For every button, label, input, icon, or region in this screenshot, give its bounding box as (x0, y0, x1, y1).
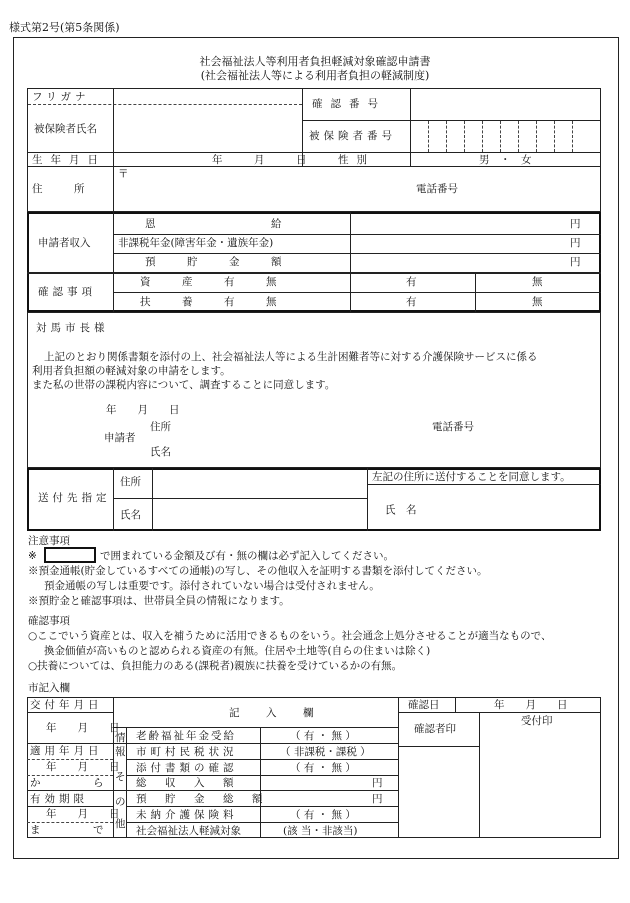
confirm-no-field[interactable] (411, 89, 600, 119)
delivery-sign-field[interactable] (430, 488, 598, 528)
insured-name-field[interactable] (114, 106, 301, 151)
item-label: 添付書類の確認 (136, 762, 238, 774)
delivery-section-label: 送付先指定 (38, 492, 111, 504)
note-line: ○扶養については、負担能力のある(課税者)親族に扶養を受けているかの有無。 (28, 660, 403, 672)
item-value[interactable]: 円 (372, 777, 383, 789)
declaration-phone-label: 電話番号 (432, 421, 474, 433)
item-label: 総 収 入 額 (136, 777, 238, 789)
receipt-seal-label: 受付印 (521, 715, 553, 727)
validity-value[interactable]: 年 月 日 (46, 808, 120, 820)
confirm-seal-label: 確認者印 (414, 723, 456, 735)
form-title: 社会福祉法人等利用者負担軽減対象確認申請書 (199, 55, 431, 68)
assets-yes[interactable]: 有 (406, 276, 417, 288)
gender-options[interactable]: 男 ・ 女 (479, 154, 532, 166)
item-value[interactable]: 円 (372, 793, 383, 805)
delivery-date-label: 交付年月日 (30, 699, 103, 711)
note-line: ○ここでいう資産とは、収入を補うために活用できるものをいう。社会通念上処分させることが適当なもので、 (28, 630, 552, 642)
form-id: 様式第2号(第5条関係) (9, 21, 120, 34)
addressee: 対馬市長様 (36, 322, 109, 334)
declaration-date[interactable]: 年 月 日 (106, 404, 180, 416)
note-line: 換金価値が高いものと認められる資産の有無。住居や土地等(自らの住まいは除く) (44, 645, 431, 657)
apply-date-value[interactable]: 年 月 日 (46, 761, 120, 773)
declaration-text: 上記のとおり関係書類を添付の上、社会福祉法人等による生計困難者等に対する介護保険サービスに係る (44, 351, 538, 363)
gender-label: 性別 (338, 154, 375, 166)
birth-label: 生年月日 (32, 154, 106, 166)
info-char: 情 (115, 732, 126, 744)
info-char: 他 (115, 818, 126, 830)
insured-no-field[interactable] (411, 121, 600, 151)
birth-date[interactable]: 年 月 日 (212, 154, 307, 166)
item-label: 老齢福祉年金受給 (136, 730, 236, 742)
info-char: の (115, 796, 126, 808)
apply-date-label: 適用年月日 (30, 745, 103, 757)
declaration-text: また私の世帯の課税内容について、調査することに同意します。 (32, 379, 336, 391)
item-value[interactable]: （ 有 ・ 無 ） (290, 809, 356, 821)
insured-name-label: 被保険者氏名 (34, 123, 97, 135)
delivery-date-value[interactable]: 年 月 日 (46, 722, 120, 734)
notes-heading-2: 確認事項 (28, 615, 70, 627)
info-char: 報 (115, 746, 126, 758)
city-heading: 市記入欄 (28, 682, 70, 694)
receipt-seal-area[interactable] (481, 730, 599, 836)
note-line: ※預金通帳(貯金しているすべての通帳)の写し、その他収入を証明する書類を添付してください。 (28, 565, 488, 577)
declaration-text: 利用者負担額の軽減対象の申請をします。 (32, 365, 231, 377)
income-section-label: 申請者収入 (38, 237, 91, 249)
declaration-name-label: 氏名 (150, 446, 171, 458)
address-field[interactable] (114, 167, 414, 211)
support-no[interactable]: 無 (532, 296, 543, 308)
confirm-day-value[interactable]: 年 月 日 (494, 699, 568, 711)
income-row-pension: 恩 給 (145, 218, 282, 230)
applicant-label: 申請者 (104, 432, 136, 444)
delivery-consent: 左記の住所に送付することを同意します。 (372, 471, 571, 483)
confirm-day-label: 確認日 (408, 699, 440, 711)
item-value[interactable]: （ 有 ・ 無 ） (290, 762, 356, 774)
phone-label: 電話番号 (416, 183, 458, 195)
confirm-seal-area[interactable] (400, 748, 477, 836)
validity-until-label: ま で (30, 824, 104, 836)
note-mark: ※ (28, 550, 37, 562)
highlight-box-sample (44, 547, 96, 563)
check-section-label: 確認事項 (38, 286, 96, 298)
note-line: 預金通帳の写しは重要です。添付されていない場合は受付されません。 (44, 580, 380, 592)
furigana-label: フリガナ (32, 91, 90, 103)
income-row-nontax: 非課税年金(障害年金・遺族年金) (118, 237, 274, 249)
item-label: 未納介護保険料 (136, 809, 238, 821)
delivery-name-field[interactable] (154, 500, 365, 529)
yen-unit: 円 (570, 256, 581, 268)
item-value[interactable]: （ 非課税・課税 ） (280, 746, 371, 758)
yen-unit: 円 (570, 218, 581, 230)
check-row-assets: 資 産 有 無 (140, 276, 277, 288)
form-subtitle: (社会福祉法人等による利用者負担の軽減制度) (200, 69, 430, 82)
assets-no[interactable]: 無 (532, 276, 543, 288)
declaration-address-label: 住所 (150, 421, 171, 433)
savings-amount-field[interactable] (352, 255, 599, 271)
item-value[interactable]: （ 有 ・ 無 ） (290, 730, 356, 742)
entry-column-header: 記 入 欄 (229, 707, 322, 719)
nontax-amount-field[interactable] (352, 236, 599, 252)
check-row-support: 扶 養 有 無 (140, 296, 277, 308)
insured-no-label: 被保険者番号 (309, 130, 396, 142)
delivery-address-field[interactable] (154, 470, 365, 496)
info-char: そ (115, 771, 126, 783)
confirm-no-label: 確認番号 (312, 98, 386, 110)
validity-label: 有効期限 (30, 793, 88, 805)
delivery-sign-label: 氏 名 (385, 504, 417, 516)
apply-from-label: か ら (30, 777, 104, 789)
pension-amount-field[interactable] (352, 214, 599, 233)
delivery-address-label: 住所 (120, 476, 141, 488)
item-label: 市町村民税状況 (136, 746, 238, 758)
yen-unit: 円 (570, 237, 581, 249)
item-label: 社会福祉法人軽減対象 (136, 825, 241, 837)
notes-heading: 注意事項 (28, 535, 70, 547)
item-value[interactable]: (該 当・非該当) (283, 825, 358, 837)
income-row-savings: 預 貯 金 額 (145, 256, 282, 268)
address-label: 住 所 (32, 183, 85, 195)
note-line: で囲まれている金額及び有・無の欄は必ず記入してください。 (100, 550, 394, 562)
support-yes[interactable]: 有 (406, 296, 417, 308)
note-line: ※預貯金と確認事項は、世帯員全員の情報になります。 (28, 595, 290, 607)
item-label: 預 貯 金 総 額 (136, 793, 267, 805)
postal-mark: 〒 (118, 168, 129, 180)
delivery-name-label: 氏名 (120, 509, 141, 521)
